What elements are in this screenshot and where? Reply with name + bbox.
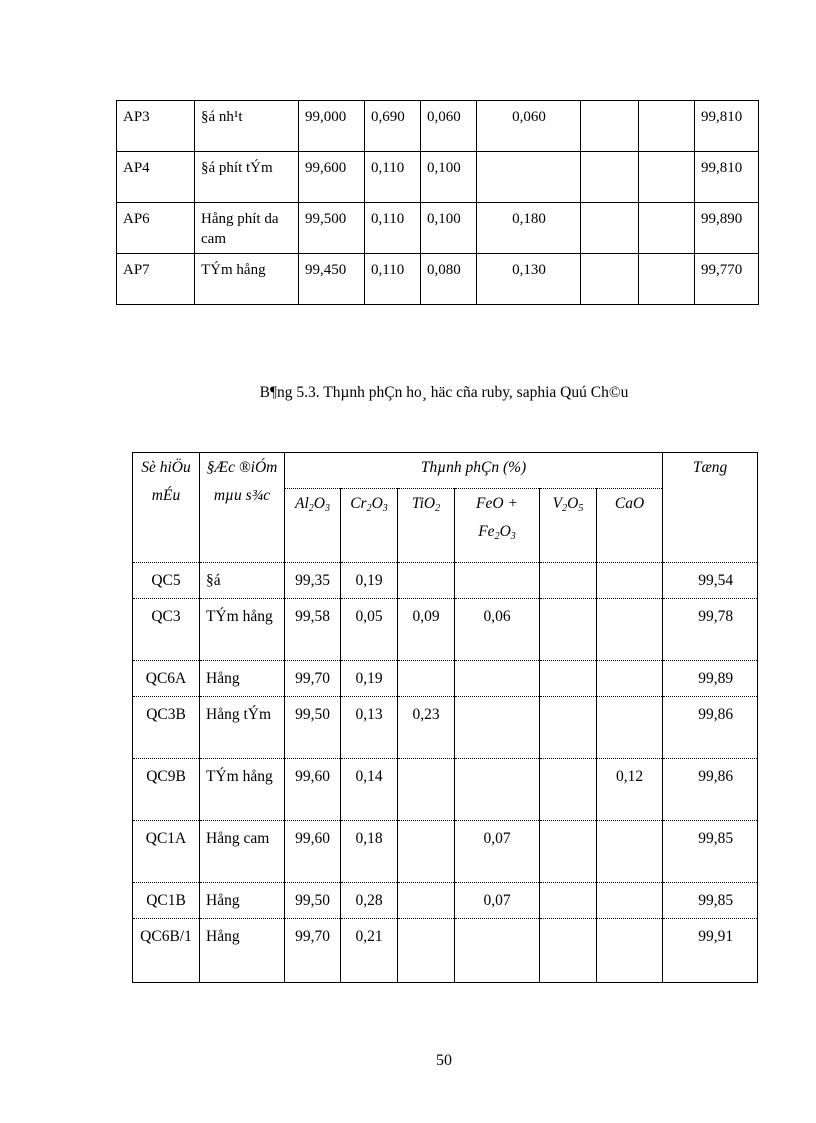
cell-color: Hång [200,883,285,919]
cell-tio2: 0,100 [421,152,477,203]
cell-tio2 [398,821,455,883]
header-cao: CaO [597,489,663,563]
cell-cr2o3: 0,13 [341,697,398,759]
cell-tio2: 0,080 [421,254,477,305]
cell-cao [597,661,663,697]
cell-tio2 [398,919,455,983]
cell-cr2o3: 0,05 [341,599,398,661]
cell-color: Hång [200,661,285,697]
cell-v2o5 [540,919,597,983]
cell-feo: 0,180 [477,203,581,254]
cell-v2o5 [540,883,597,919]
cell-total: 99,54 [663,563,758,599]
cell-cao: 0,12 [597,759,663,821]
table-row [133,919,758,983]
cell-tio2 [398,759,455,821]
cell-tio2: 0,060 [421,101,477,152]
page-number: 50 [436,1052,452,1069]
cell-total: 99,810 [695,101,759,152]
cell-cao [597,821,663,883]
cell-total: 99,890 [695,203,759,254]
cell-cr2o3: 0,18 [341,821,398,883]
table-row [133,821,758,883]
cell-cao [597,883,663,919]
cell-v2o5 [540,759,597,821]
cell-cr2o3: 0,110 [365,203,421,254]
cell-al2o3: 99,70 [285,661,341,697]
cell-feo-fe2o3 [455,759,540,821]
cell-cr2o3: 0,110 [365,152,421,203]
table-row [133,697,758,759]
cell-feo-fe2o3: 0,07 [455,883,540,919]
cell-al2o3: 99,60 [285,821,341,883]
cell-v2o5 [540,563,597,599]
cell-color: §á phít tÝm [195,152,299,203]
cell-al2o3: 99,35 [285,563,341,599]
cell-cr2o3: 0,21 [341,919,398,983]
header-cr2o3: $Cr_2O_3$ [341,489,398,563]
header-tio2: TiO$_2$ [398,489,455,563]
cell-sample-id: QC5 [133,563,200,599]
cell-col7 [581,254,639,305]
cell-feo-fe2o3: 0,07 [455,821,540,883]
cell-color: Hång [200,919,285,983]
table-row [133,883,758,919]
cell-feo-fe2o3 [455,661,540,697]
cell-col7 [581,203,639,254]
cell-tio2 [398,563,455,599]
table-row [133,599,758,661]
cell-al2o3: 99,450 [299,254,365,305]
cell-color: TÝm hång [195,254,299,305]
cell-v2o5 [540,821,597,883]
cell-cr2o3: 0,110 [365,254,421,305]
header-sample-id: Sè hiÖu mÉu [133,453,200,563]
cell-color: Hång cam [200,821,285,883]
cell-color: §á [200,563,285,599]
table-row [133,661,758,697]
cell-al2o3: 99,50 [285,883,341,919]
cell-tio2 [398,661,455,697]
cell-col7 [581,152,639,203]
cell-sample-id: AP7 [117,254,195,305]
cell-sample-id: QC3B [133,697,200,759]
cell-v2o5 [540,697,597,759]
cell-feo-fe2o3 [455,563,540,599]
cell-al2o3: 99,58 [285,599,341,661]
cell-sample-id: QC1A [133,821,200,883]
cell-total: 99,770 [695,254,759,305]
cell-feo-fe2o3 [455,697,540,759]
cell-cao [597,563,663,599]
header-feo-fe2o3: FeO + $Fe_2O_3$ [455,489,540,563]
cell-v2o5 [540,661,597,697]
cell-total: 99,91 [663,919,758,983]
cell-col7 [581,101,639,152]
cell-tio2: 0,100 [421,203,477,254]
cell-al2o3: 99,60 [285,759,341,821]
cell-al2o3: 99,50 [285,697,341,759]
cell-cao [597,599,663,661]
cell-feo: 0,060 [477,101,581,152]
table-row [117,152,759,203]
cell-feo-fe2o3 [455,919,540,983]
cell-total: 99,86 [663,759,758,821]
cell-color: Hång tÝm [200,697,285,759]
cell-color: TÝm hång [200,759,285,821]
table-row [117,254,759,305]
cell-tio2 [398,883,455,919]
cell-sample-id: QC6A [133,661,200,697]
cell-sample-id: QC6B/1 [133,919,200,983]
cell-sample-id: AP3 [117,101,195,152]
quy-chau-composition-table [132,452,758,983]
cell-cr2o3: 0,19 [341,563,398,599]
cell-al2o3: 99,000 [299,101,365,152]
cell-al2o3: 99,500 [299,203,365,254]
cell-feo [477,152,581,203]
cell-sample-id: QC3 [133,599,200,661]
cell-cao [597,919,663,983]
cell-cr2o3: 0,14 [341,759,398,821]
header-composition: Thµnh phÇn (%) [285,453,663,489]
table-row [117,203,759,254]
cell-col8 [639,254,695,305]
ap-composition-table [116,100,759,305]
cell-col8 [639,152,695,203]
cell-cr2o3: 0,28 [341,883,398,919]
cell-total: 99,810 [695,152,759,203]
header-total: Tæng [663,453,758,563]
cell-color: TÝm hång [200,599,285,661]
cell-total: 99,86 [663,697,758,759]
cell-tio2: 0,23 [398,697,455,759]
cell-cr2o3: 0,690 [365,101,421,152]
cell-cr2o3: 0,19 [341,661,398,697]
cell-total: 99,85 [663,883,758,919]
cell-col8 [639,203,695,254]
header-v2o5: $V_2O_5$ [540,489,597,563]
table-row [133,759,758,821]
cell-sample-id: AP6 [117,203,195,254]
cell-sample-id: QC9B [133,759,200,821]
cell-color: §á nh¹t [195,101,299,152]
cell-total: 99,89 [663,661,758,697]
cell-sample-id: AP4 [117,152,195,203]
header-color: §Æc ®iÓm mµu s¾c [200,453,285,563]
table-row [117,101,759,152]
cell-total: 99,85 [663,821,758,883]
cell-feo: 0,130 [477,254,581,305]
table-row [133,563,758,599]
cell-feo-fe2o3: 0,06 [455,599,540,661]
table-caption: B¶ng 5.3. Thµnh phÇn ho¸ häc cña ruby, saphia Quú Ch©u [259,384,629,401]
cell-al2o3: 99,70 [285,919,341,983]
header-al2o3: $Al_2O_3$ [285,489,341,563]
cell-cao [597,697,663,759]
cell-v2o5 [540,599,597,661]
cell-sample-id: QC1B [133,883,200,919]
cell-al2o3: 99,600 [299,152,365,203]
cell-col8 [639,101,695,152]
cell-total: 99,78 [663,599,758,661]
cell-tio2: 0,09 [398,599,455,661]
header-row-1 [133,453,758,489]
cell-color: Hång phít da cam [195,203,299,254]
